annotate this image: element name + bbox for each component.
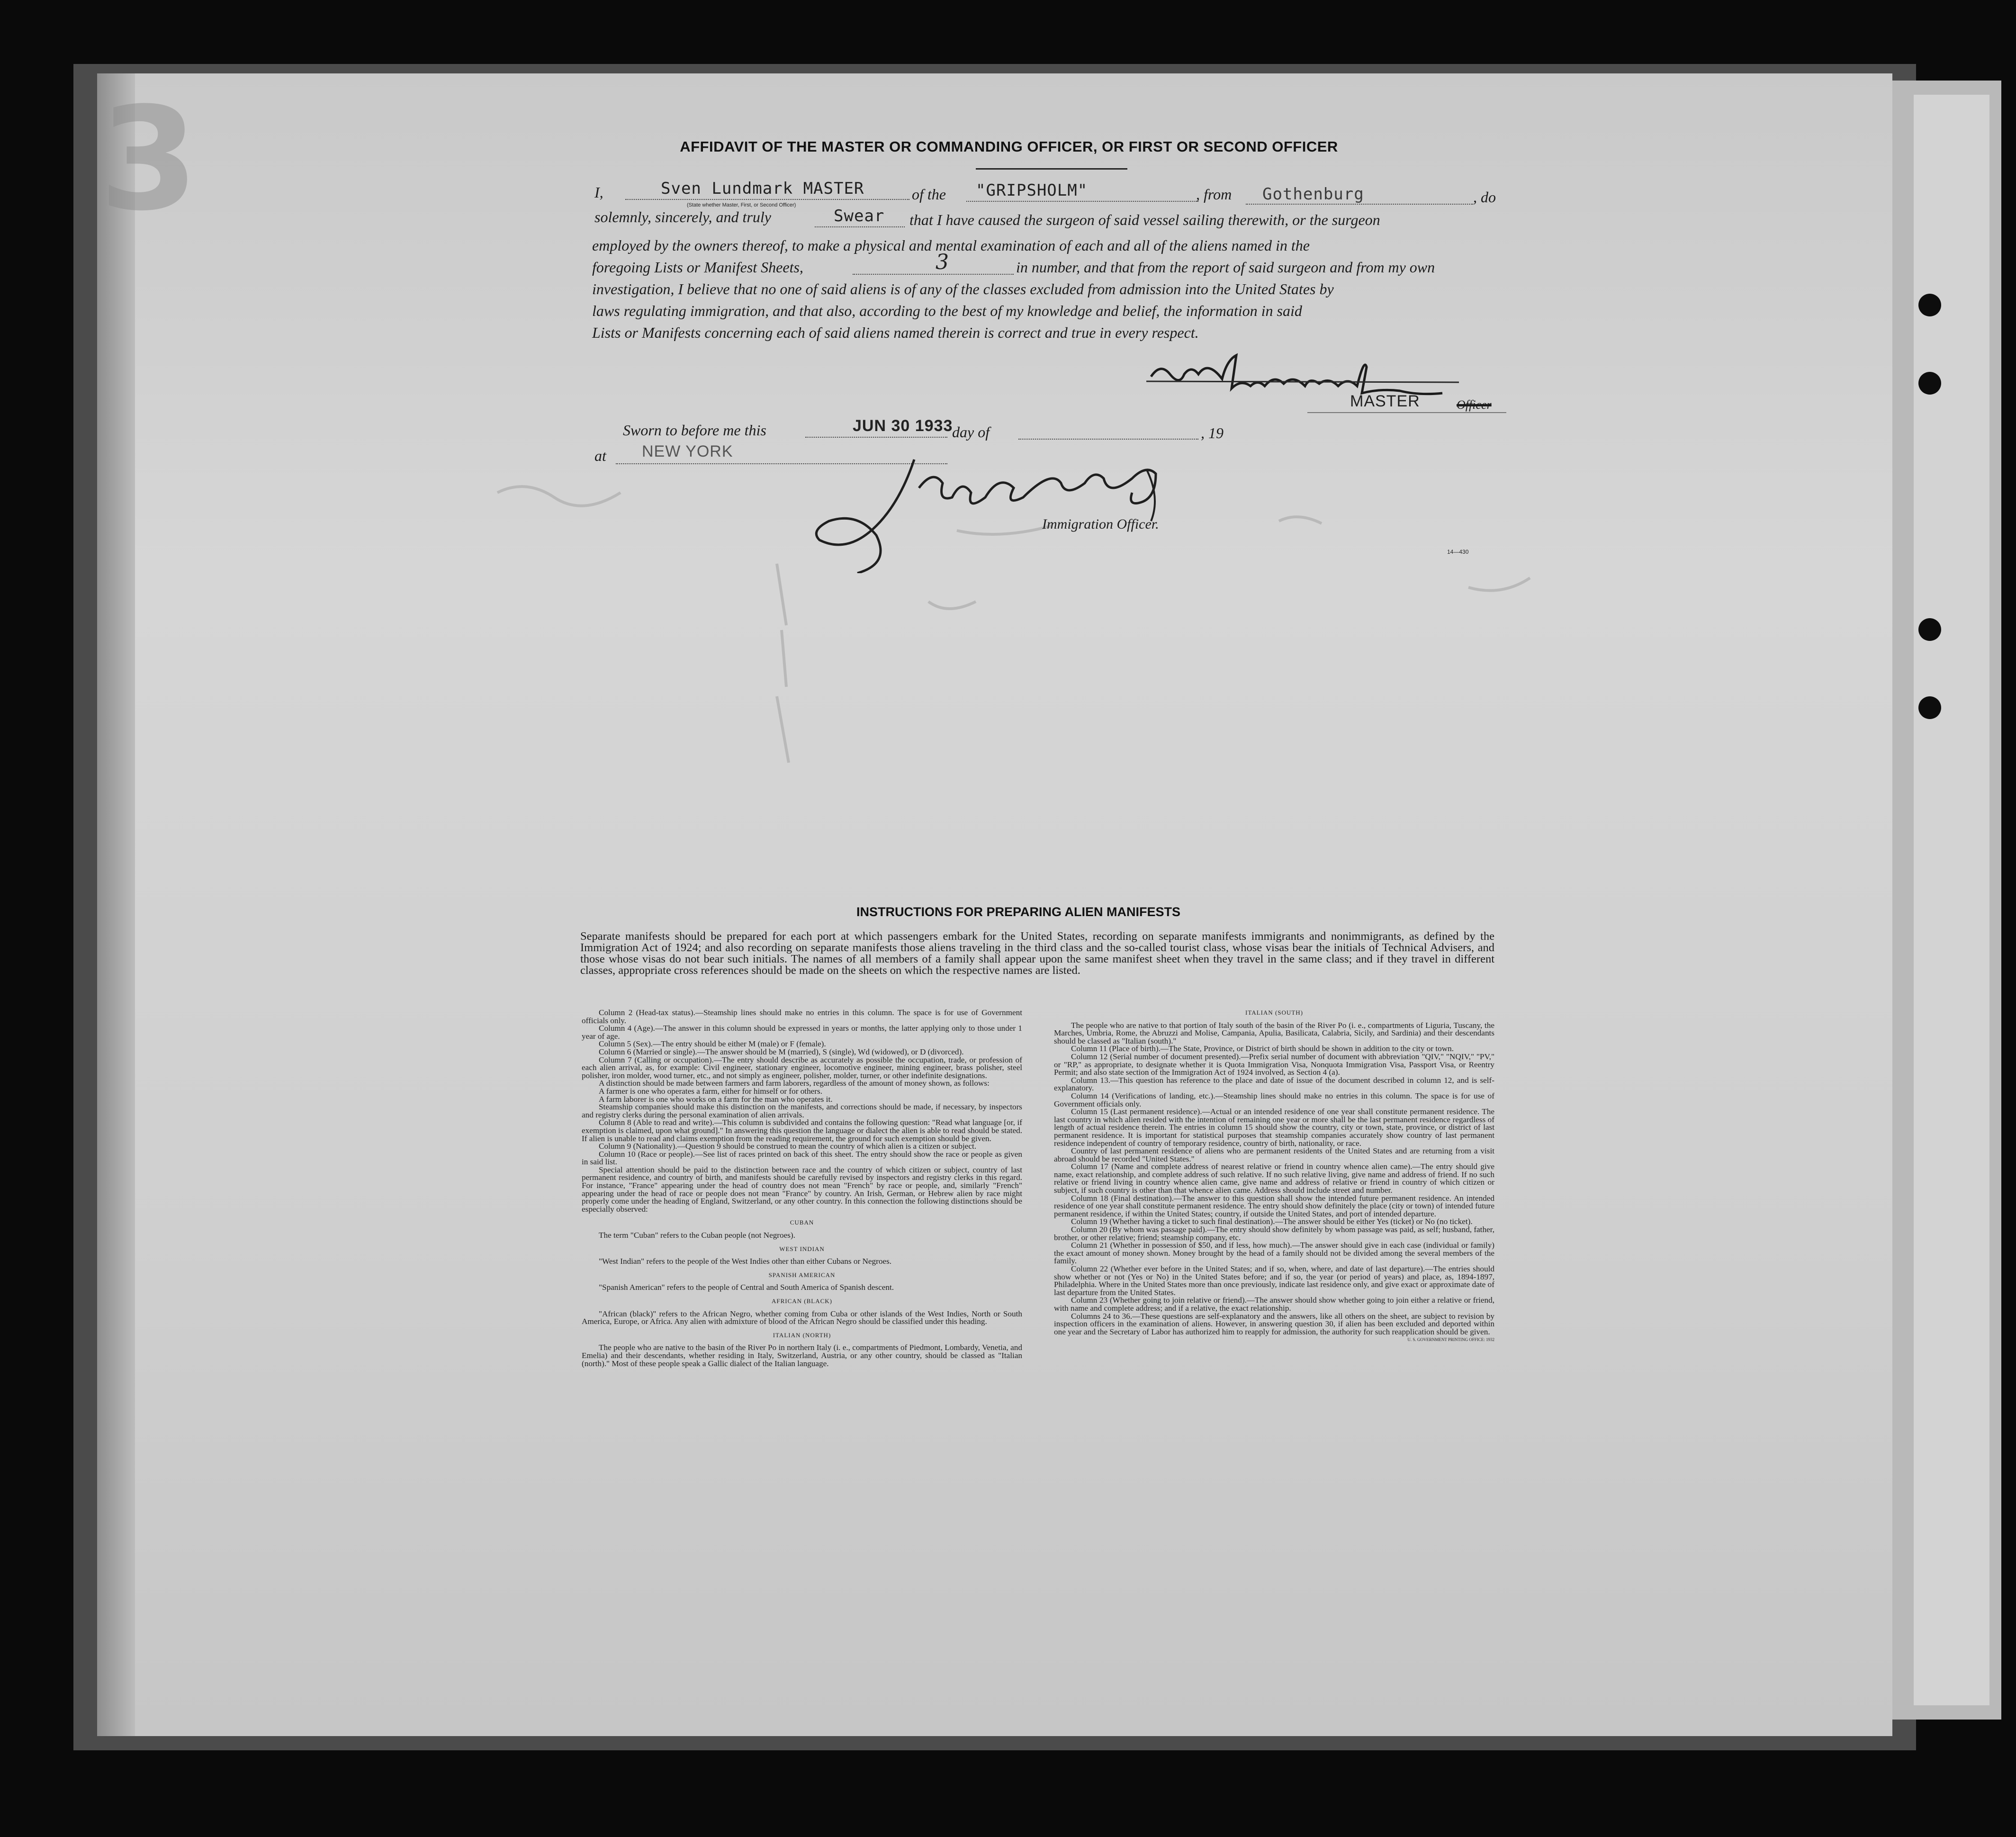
instruction-paragraph: Columns 24 to 36.—These questions are self-explanatory and the answers, like all others on the sheet, are subject to revision by inspection officers in the examination of aliens. However, in answering question 30, if alien has been excluded and deported within one year and the Secretary of Labor has authorized him to reapply for admission, the authority for such reapplication should be given.: [1054, 1311, 1494, 1336]
instruction-paragraph: Column 19 (Whether having a ticket to such final destination).—The answer should be either Yes (ticket) or No (no ticket).: [1071, 1217, 1473, 1226]
sheet-count-line: [853, 274, 1014, 275]
at-text: at: [594, 447, 606, 464]
affidavit-line4b: in number, and that from the report of said surgeon and from my own: [1016, 259, 1435, 276]
instruction-paragraph: Column 2 (Head-tax status).—Steamship lines should make no entries in this column. The space is for use of Government officials only.: [582, 1009, 1022, 1025]
instruction-paragraph: Column 7 (Calling or occupation).—The entry should describe as accurately as possible the occupation, trade, or profession of each alien arrival, as, for example: Civil engineer, stationary engineer, locomotive engineer, mining engineer, brass polisher, steel polisher, iron molder, wood turner, etc., and not simply as engineer, polisher, molder, turner, or other indefinite designations.: [582, 1055, 1022, 1080]
section-header-cuban: CUBAN: [790, 1219, 814, 1226]
instruction-paragraph: Column 10 (Race or people).—See list of races printed on back of this sheet. The entry should show the race or people as given in said list.: [582, 1149, 1022, 1167]
instruction-paragraph: Steamship companies should make this distinction on the manifests, and corrections should be made, if necessary, by inspectors and registry clerks during the personal examination of alien arrivals.: [582, 1102, 1022, 1119]
from-text: , from: [1196, 186, 1232, 203]
master-name-line: [625, 199, 909, 200]
affidavit-i: I,: [594, 184, 603, 201]
instruction-paragraph: A distinction should be made between farmers and farm laborers, regardless of the amount of money shown, as follows:: [599, 1079, 990, 1088]
place-stamp: NEW YORK: [642, 442, 733, 460]
instruction-paragraph: Column 4 (Age).—The answer in this column should be expressed in years or months, the latter applying only to those under 1 year of age.: [582, 1024, 1022, 1041]
affidavit-line2a: solemnly, sincerely, and truly: [594, 208, 771, 225]
section-header-italian-north: ITALIAN (NORTH): [773, 1331, 831, 1339]
affidavit-line4a: foregoing Lists or Manifest Sheets,: [592, 259, 803, 276]
title-rule: [976, 168, 1127, 170]
section-header-african: AFRICAN (BLACK): [771, 1297, 833, 1305]
oath-word: Swear: [834, 207, 885, 225]
instruction-paragraph: Column 20 (By whom was passage paid).—The entry should show definitely by whom passage was paid, as self; husband, father, brother, or other relative; friend; steamship company, etc.: [1054, 1225, 1494, 1242]
master-signature: [1146, 348, 1468, 396]
port-name: Gothenburg: [1262, 185, 1364, 204]
instruction-paragraph: Column 9 (Nationality).—Question 9 should be construed to mean the country of which alien is a citizen or subject.: [599, 1142, 977, 1151]
affidavit-line7: Lists or Manifests concerning each of said aliens named therein is correct and true in every respect.: [592, 324, 1199, 341]
instruction-paragraph: Column 8 (Able to read and write).—This column is subdivided and contains the following question: "Read what language [or, if exemption is claimed, upon what ground]." In answering this question the language or dialect the alien is able to read should be stated. If alien is unable to read and claims exemption from the reading requirement, the ground for such exemption should be given.: [582, 1118, 1022, 1143]
instruction-paragraph: Column 18 (Final destination).—The answer to this question shall show the intended future permanent residence. An intended residence of one year shall constitute permanent residence. The entry should show definitely the place (city or town) of intended future permanent residence, if within the United States; country, if outside the United States, and port of intended departure.: [1054, 1193, 1494, 1218]
signature-title-line: [1307, 412, 1506, 413]
ship-name: "GRIPSHOLM": [976, 181, 1088, 200]
sheet-count: 3: [936, 250, 949, 274]
port-line: [1246, 204, 1473, 205]
instruction-paragraph: Column 14 (Verifications of landing, etc.).—Steamship lines should make no entries in this column. The space is for use of Government officials only.: [1054, 1091, 1494, 1108]
svg-text:3: 3: [99, 77, 198, 242]
affidavit-line5: investigation, I believe that no one of said aliens is of any of the classes excluded from admission into the United States by: [592, 280, 1334, 297]
affidavit-title: AFFIDAVIT OF THE MASTER OR COMMANDING OFFICER, OR FIRST OR SECOND OFFICER: [680, 138, 1338, 155]
instruction-paragraph: Column 17 (Name and complete address of nearest relative or friend in country whence alien came).—The entry should give name, exact relationship, and complete address of such relative. If no such relative living, give name and address of friend. If no such relative or friend living in country whence alien came, give name and address of relative or friend in country of which citizen or subject, if such country is other than that whence alien came. Address should include street and number.: [1054, 1162, 1494, 1195]
instruction-paragraph: Column 15 (Last permanent residence).—Actual or an intended residence of one year shall constitute permanent residence. The last country in which alien resided with the intention of remaining one year or more shall be the last permanent residence regardless of length of actual residence therein. The entries in column 15 should show the country, city or town, state, province, or district of last permanent residence. It is important for statistical purposes that steamship companies accurately show country of last permanent residence independent of country of temporary residence, country of birth, nationality, or race.: [1054, 1107, 1494, 1148]
instruction-paragraph: The term "Cuban" refers to the Cuban people (not Negroes).: [599, 1231, 795, 1240]
date-stamp: JUN 30 1933: [853, 417, 953, 435]
instruction-paragraph: The people who are native to the basin of the River Po in northern Italy (i. e., compartments of Piedmont, Lombardy, Venetia, and Emelia) and their descendants, whether residing in Italy, Switzerland, Austria, or any other country, should be classed as "Italian (north)." Most of these people speak a Gallic dialect of the Italian language.: [582, 1343, 1022, 1368]
form-number: 14—430: [1447, 549, 1469, 555]
instruction-paragraph: Column 6 (Married or single).—The answer should be M (married), S (single), Wd (widowed), or D (divorced).: [599, 1047, 964, 1056]
instruction-paragraph: Column 21 (Whether in possession of $50, and if less, how much).—The answer should give in each case (individual or family) the exact amount of money shown. Money brought by the head of a family should not be divided among the several members of the family.: [1054, 1241, 1494, 1266]
do-text: , do: [1473, 189, 1496, 206]
master-name: Sven Lundmark MASTER: [661, 179, 864, 198]
instruction-paragraph: Column 13.—This question has reference to the place and date of issue of the document described in column 12, and is self-explanatory.: [1054, 1075, 1494, 1093]
instructions-left-column: [582, 1009, 1022, 1630]
instruction-paragraph: "West Indian" refers to the people of the West Indies other than either Cubans or Negroes.: [599, 1257, 892, 1266]
instruction-paragraph: The people who are native to that portion of Italy south of the basin of the River Po (i. e., compartments of Liguria, Tuscany, the Marches, Umbria, Rome, the Abruzzi and Molise, Campania, Apulia, Basilicata, Calabria, Sicily, and Sardinia) and their descendants should be classed as "Italian (south).": [1054, 1020, 1494, 1045]
ship-name-line: [966, 201, 1198, 202]
section-header-spanish-american: SPANISH AMERICAN: [768, 1271, 836, 1279]
instructions-intro: Separate manifests should be prepared for each port at which passengers embark for the United States, recording on separate manifests immigrants and nonimmigrants, as defined by the Immigration Act of 1924; and also recording on separate manifests those aliens traveling in the third class and the so-called tourist class, whose visas bear the initials of Technical Advisers, and those whose visas do not bear such initials. The names of all members of a family shall appear upon the same manifest sheet when they travel in the same class; and if they travel in different classes, appropriate cross references should be made on the sheets on which the respective names are listed.: [580, 930, 1494, 977]
affidavit-line6: laws regulating immigration, and that also, according to the best of my knowledge and belief, the information in said: [592, 302, 1302, 319]
instruction-paragraph: Column 22 (Whether ever before in the United States; and if so, when, where, and date of last departure).—The entries should show whether or not (Yes or No) in the United States before; and if so, the year (or period of years) and place, as, 1894-1897, Philadelphia. Where in the United States more than once previously, indicate last residence only, and give exact or approximate date of last departure from the United States.: [1054, 1264, 1494, 1297]
struck-officer: Officer: [1457, 398, 1492, 412]
officer-label: Immigration Officer.: [1042, 516, 1159, 532]
affidavit-line2b: that I have caused the surgeon of said vessel sailing therewith, or the surgeon: [909, 211, 1380, 228]
oath-line: [815, 226, 905, 227]
instruction-paragraph: Country of last permanent residence of aliens who are permanent residents of the United States and are returning from a visit abroad should be recorded "United States.": [1054, 1146, 1494, 1163]
year-prefix: , 19: [1201, 424, 1224, 441]
of-the-text: of the: [912, 186, 946, 203]
instruction-paragraph: Column 23 (Whether going to join relative or friend).—The answer should show whether going to join either a relative or friend, with name and complete address; and if a relative, the exact relationship.: [1054, 1296, 1494, 1313]
sworn-text: Sworn to before me this: [623, 422, 766, 439]
instruction-paragraph: Column 5 (Sex).—The entry should be either M (male) or F (female).: [599, 1039, 826, 1049]
master-title: MASTER: [1350, 392, 1420, 410]
month-line: [1018, 439, 1198, 440]
section-header-west-indian: WEST INDIAN: [779, 1245, 825, 1252]
instruction-paragraph: Special attention should be paid to the distinction between race and the country of which citizen or subject, country of last permanent residence, and country of birth, and manifests should be carefully revised by inspectors and registry clerks in this regard. For instance, "France" appearing under the head of country does not mean "French" by race or people, and, similarly "French" appearing under the head of race or people does not mean "France" by country. An Irish, German, or Hebrew alien by race might properly come under the heading of England, Switzerland, or any other country. In this connection the following distinctions should be especially observed:: [582, 1165, 1022, 1214]
day-of-text: day of: [952, 423, 990, 441]
affidavit-line3: employed by the owners thereof, to make a physical and mental examination of each and all of the aliens named in the: [592, 237, 1310, 254]
instructions-right-column: [1054, 1009, 1494, 1630]
instructions-title: INSTRUCTIONS FOR PREPARING ALIEN MANIFESTS: [856, 905, 1181, 919]
immigration-officer-signature: [805, 450, 1232, 573]
state-note: (State whether Master, First, or Second Officer): [687, 202, 796, 208]
instruction-paragraph: "Spanish American" refers to the people of Central and South America of Spanish descent.: [599, 1283, 894, 1292]
instruction-paragraph: A farmer is one who operates a farm, either for himself or for others.: [599, 1086, 823, 1096]
date-line: [805, 437, 947, 438]
instruction-paragraph: Column 11 (Place of birth).—The State, Province, or District of birth should be shown in addition to the city or town.: [1071, 1044, 1454, 1054]
section-header-italian-south: ITALIAN (SOUTH): [1245, 1009, 1303, 1016]
printer-imprint: U. S. GOVERNMENT PRINTING OFFICE: 1932: [1407, 1337, 1494, 1342]
instruction-paragraph: Column 12 (Serial number of document presented).—Prefix serial number of document with abbreviation "QIV," "NQIV," "PV," or "RP," as appropriate, to designate whether it is Quota Immigration Visa, Nonquota Immigration Visa, Passport Visa, or Reentry Permit; and also state section of the Immigration Act of 1924 involved, as Section 4 (a).: [1054, 1052, 1494, 1077]
instruction-paragraph: A farm laborer is one who works on a farm for the man who operates it.: [599, 1094, 833, 1104]
instruction-paragraph: "African (black)" refers to the African Negro, whether coming from Cuba or other islands of the West Indies, North or South America, Europe, or Africa. Any alien with admixture of blood of the African Negro should be classified under this heading.: [582, 1309, 1022, 1326]
